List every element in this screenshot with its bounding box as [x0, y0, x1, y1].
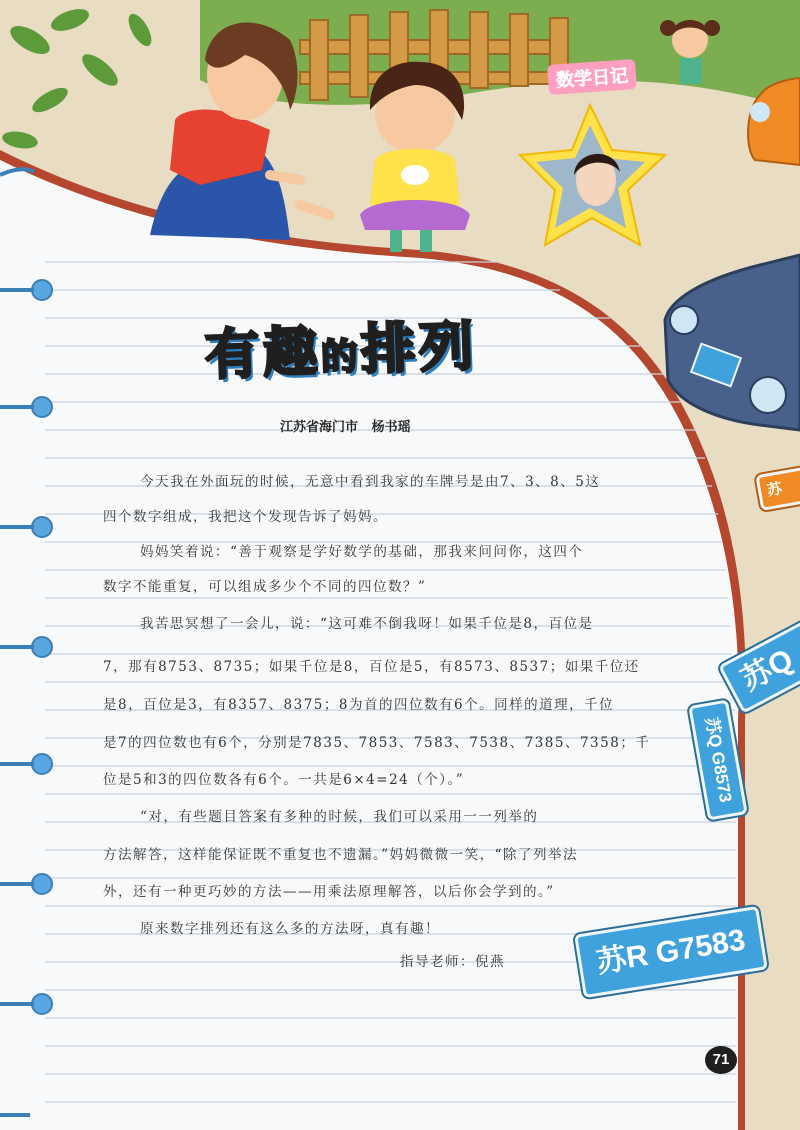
license-plate: 苏Q G8573	[688, 699, 748, 820]
section-tag: 数学日记	[547, 59, 637, 95]
title-part-2: 的	[320, 336, 363, 379]
body-line: “对，有些题目答案有多种的时候，我们可以采用一一列举的	[140, 809, 539, 825]
byline-location: 江苏省海门市	[280, 419, 359, 434]
body-line: 原来数字排列还有这么多的方法呀，真有趣！	[140, 921, 440, 937]
body-line: 7，那有8753、8735；如果千位是8，百位是5，有8573、8537；如果千位还	[103, 659, 640, 675]
body-line: 方法解答，这样能保证既不重复也不遗漏。”妈妈微微一笑，“除了列举法	[103, 847, 579, 863]
body-line: 今天我在外面玩的时候，无意中看到我家的车牌号是由7、3、8、5这	[140, 474, 601, 490]
body-line: 是8，百位是3，有8357、8375；8为首的四位数有6个。同样的道理，千位	[103, 697, 615, 713]
body-line: 数字不能重复，可以组成多少个不同的四位数？”	[103, 579, 427, 595]
teacher-note: 指导老师：倪燕	[400, 954, 505, 970]
page-number: 71	[705, 1046, 737, 1074]
license-plate: 苏	[755, 465, 800, 511]
article-byline	[280, 416, 411, 435]
body-line: 外，还有一种更巧妙的方法——用乘法原理解答，以后你会学到的。”	[103, 884, 555, 900]
body-line: 四个数字组成，我把这个发现告诉了妈妈。	[103, 509, 388, 525]
title-part-3: 排列	[360, 314, 479, 382]
byline-author: 杨书瑶	[371, 419, 411, 434]
body-line: 妈妈笑着说：“善于观察是学好数学的基础，那我来问问你，这四个	[140, 544, 584, 560]
body-line: 我苦思冥想了一会儿，说：“这可难不倒我呀！如果千位是8，百位是	[140, 616, 594, 632]
article-title	[204, 303, 479, 389]
title-part-1: 有趣	[204, 319, 323, 387]
body-line: 位是5和3的四位数各有6个。一共是6×4=24（个）。”	[103, 772, 465, 788]
license-plate: 苏Q	[718, 620, 800, 714]
license-plate: 苏R G7583	[574, 906, 768, 998]
body-line: 是7的四位数也有6个，分别是7835、7853、7583、7538、7385、7358；千	[103, 735, 651, 751]
